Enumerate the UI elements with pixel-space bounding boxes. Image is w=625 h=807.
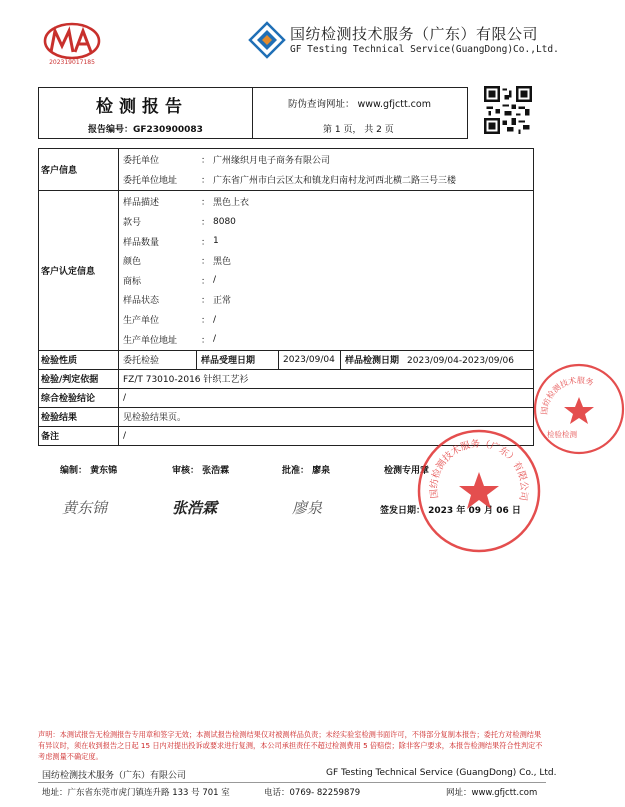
field-value: 广州缘织月电子商务有限公司 xyxy=(213,156,331,167)
field-value: 广东省广州市白云区太和镇龙归南村龙河西北横二路三号三楼 xyxy=(213,175,457,186)
conclusion-row xyxy=(39,388,534,407)
divider xyxy=(252,87,253,139)
field-value: 8080 xyxy=(213,216,236,227)
basis-row xyxy=(39,369,534,388)
sample-info-label: 客户认定信息 xyxy=(39,191,119,351)
test-nature-value: 委托检验 xyxy=(119,350,197,369)
footer-address: 地址：广东省东莞市虎门镇连升路 133 号 701 室 xyxy=(42,788,230,798)
field-value: / xyxy=(213,334,217,345)
gf-company-logo xyxy=(249,22,285,58)
basis-value: FZ/T 73010-2016 针织工艺衫 xyxy=(119,369,534,388)
compiled-by: 编制： 黄东锦 xyxy=(60,466,118,476)
seal-text: 国纺检测技术服务（广东）有限公司 xyxy=(428,438,530,502)
field-key: 委托单位地址 xyxy=(123,175,178,186)
test-nature-row xyxy=(39,350,534,369)
tested-date-value: 2023/09/04-2023/09/06 xyxy=(407,356,515,367)
page-info: 第 1 页， 共 2 页 xyxy=(323,125,394,135)
footer-phone: 电话：0769- 82259879 xyxy=(264,788,361,798)
remark-label: 备注 xyxy=(39,426,119,445)
field-value: 正常 xyxy=(213,296,232,307)
client-info-row xyxy=(39,149,534,191)
company-name-cn: 国纺检测技术服务（广东）有限公司 xyxy=(290,25,539,43)
field-value: 黑色上衣 xyxy=(213,198,250,209)
result-value: 见检验结果页。 xyxy=(119,407,534,426)
partial-seal-text: 国纺检测技术服务 xyxy=(539,375,595,416)
field-value: 黑色 xyxy=(213,257,232,268)
footer-divider xyxy=(38,782,546,783)
cma-certificate-number: 202319017185 xyxy=(49,59,95,66)
reviewed-by: 审核： 张浩霖 xyxy=(172,466,230,476)
company-name-en: GF Testing Technical Service(GuangDong)Co.,Ltd. xyxy=(290,44,559,55)
tested-date-cell xyxy=(341,350,534,369)
partial-seal-stamp xyxy=(533,363,625,455)
compiled-signature: 黄东锦 xyxy=(62,499,108,517)
anti-fake-url: 防伪查询网址： www.gfjctt.com xyxy=(288,99,431,110)
field-key: 生产单位 xyxy=(123,316,160,327)
client-info-table: 委托单位 ： 广州缘织月电子商务有限公司 委托单位地址 ： 广东省广州市白云区太和镇龙归南村龙河西北横二路三号三楼 xyxy=(123,150,529,189)
field-value: / xyxy=(213,314,217,325)
partial-seal-subtext: 检验检测 xyxy=(547,430,577,439)
approved-signature: 廖泉 xyxy=(292,499,323,517)
footer-company-en: GF Testing Technical Service (GuangDong) Co., Ltd. xyxy=(326,768,557,778)
result-row xyxy=(39,407,534,426)
field-key: 生产单位地址 xyxy=(123,335,178,346)
received-date-value: 2023/09/04 xyxy=(279,350,341,369)
report-table xyxy=(38,148,534,446)
field-key: 商标 xyxy=(123,276,142,287)
qr-code-icon xyxy=(484,86,532,134)
disclaimer-note: 声明：本测试报告无检测报告专用章和签字无效；本测试报告检测结果仅对被测样品负责；未经实验室检测书面许可，不得部分复制本报告；委托方对检测结果有异议时，须在收到报告之日起 15 日内对提出投诉或要求进行复测，本公司承担责任不超过检测费用 5 倍赔偿；除非客户要求，本报告检测结果符合性判定不考虑测量不确定度。 xyxy=(38,730,543,761)
approved-by: 批准： 廖泉 xyxy=(282,466,331,476)
report-title: 检测报告 xyxy=(96,97,188,117)
footer-company-cn: 国纺检测技术服务（广东）有限公司 xyxy=(42,771,187,781)
field-key: 样品描述 xyxy=(123,198,160,209)
tested-date-label: 样品检测日期 xyxy=(345,356,400,367)
test-nature-label: 检验性质 xyxy=(39,350,119,369)
conclusion-value: / xyxy=(119,388,534,407)
field-key: 样品数量 xyxy=(123,237,160,248)
remark-value: / xyxy=(119,426,534,445)
client-info-label: 客户信息 xyxy=(39,149,119,191)
conclusion-label: 综合检验结论 xyxy=(39,388,119,407)
sample-info-row xyxy=(39,191,534,351)
issue-date: 签发日期： 2023 年 09 月 06 日 xyxy=(380,506,521,516)
seal-label: 检测专用章 xyxy=(384,466,430,476)
field-key: 颜色 xyxy=(123,257,142,268)
reviewed-signature: 张浩霖 xyxy=(172,499,218,517)
official-seal-stamp xyxy=(416,428,542,554)
received-date-label: 样品受理日期 xyxy=(197,350,279,369)
field-value: 1 xyxy=(213,236,219,247)
footer-website: 网址：www.gfjctt.com xyxy=(446,788,538,798)
field-key: 委托单位 xyxy=(123,156,160,167)
field-key: 款号 xyxy=(123,218,142,229)
report-number: 报告编号：GF230900083 xyxy=(88,125,203,135)
field-key: 样品状态 xyxy=(123,296,160,307)
basis-label: 检验/判定依据 xyxy=(39,369,119,388)
sample-info-table: 样品描述 ： 黑色上衣 款号 ： 8080 样品数量 ： 1 颜色 ： 黑色 商标 ： / 样品状态 ： 正常 生产单位 ： / 生产单位地址 ： / xyxy=(123,192,529,349)
field-value: / xyxy=(213,275,217,286)
result-label: 检验结果 xyxy=(39,407,119,426)
